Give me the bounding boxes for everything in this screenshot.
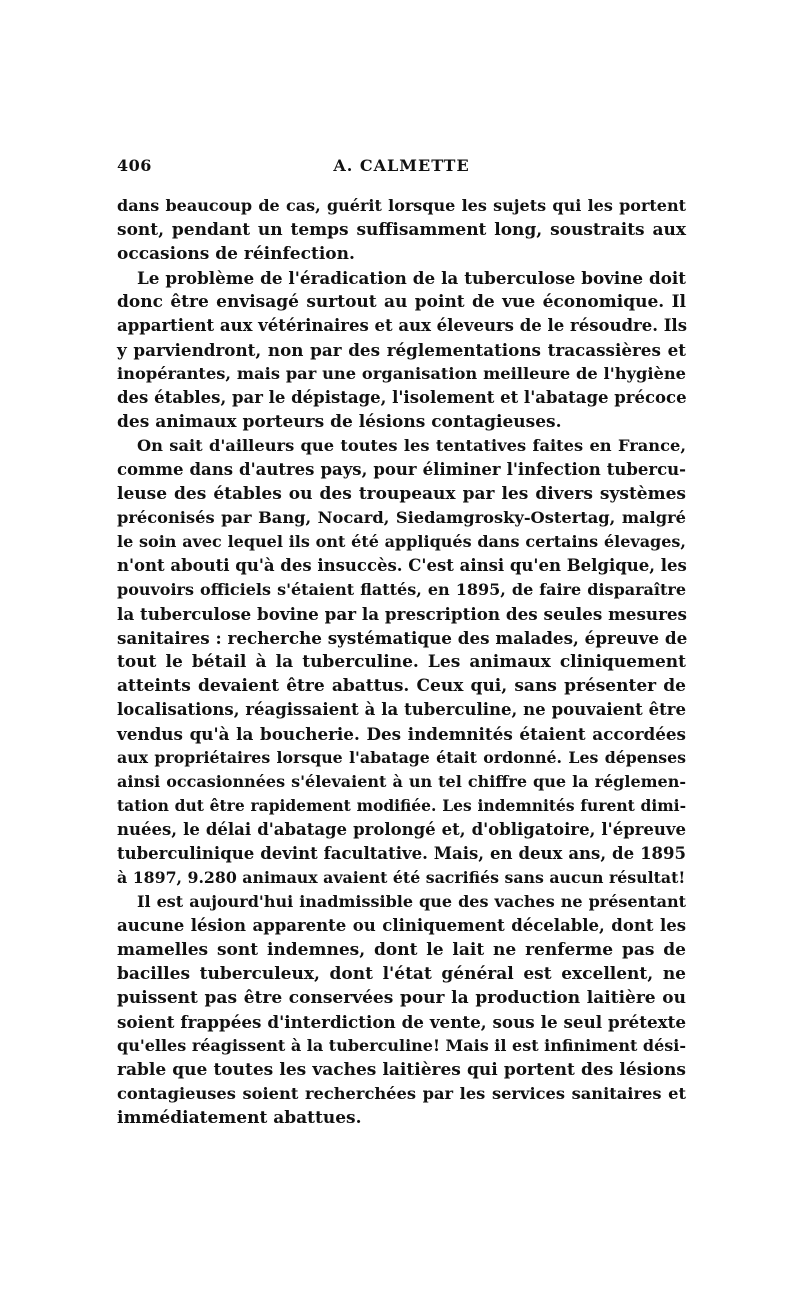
text-line: le soin avec lequel ils ont été appliqués dans certains élevages, (117, 532, 686, 551)
text-line: la tuberculose bovine par la prescription des seules mesures (117, 604, 687, 624)
text-line: immédiatement abattues. (117, 1108, 362, 1128)
text-line: y parviendront, non par des réglementations tracassières et (117, 340, 686, 360)
text-line: aux propriétaires lorsque l'abatage était ordonné. Les dépenses (117, 748, 686, 767)
paragraph-eradication (117, 266, 686, 434)
text-line: On sait d'ailleurs que toutes les tentatives faites en France, (137, 436, 686, 455)
text-line: qu'elles réagissent à la tuberculine! Mais il est infiniment dési- (117, 1036, 687, 1055)
text-line: comme dans d'autres pays, pour éliminer l'infection tubercu- (117, 460, 686, 479)
text-line: vendus qu'à la boucherie. Des indemnités étaient accordées (117, 724, 686, 744)
paragraph-continuation (117, 194, 686, 266)
text-line: inopérantes, mais par une organisation meilleure de l'hygiène (117, 364, 686, 383)
text-line: Il est aujourd'hui inadmissible que des vaches ne présentant (137, 892, 686, 911)
text-line: rable que toutes les vaches laitières qui portent des lésions (117, 1060, 686, 1080)
text-line: appartient aux vétérinaires et aux éleveurs de le résoudre. Ils (117, 316, 687, 335)
text-line: à 1897, 9.280 animaux avaient été sacrifiés sans aucun résultat! (117, 868, 686, 887)
running-head (117, 156, 686, 180)
text-line: soient frappées d'interdiction de vente, sous le seul prétexte (117, 1012, 686, 1032)
text-line: tation dut être rapidement modifiée. Les indemnités furent dimi- (117, 796, 686, 815)
text-line: contagieuses soient recherchées par les services sanitaires et (117, 1084, 686, 1103)
text-line: sanitaires : recherche systématique des malades, épreuve de (117, 628, 688, 648)
text-line: ainsi occasionnées s'élevaient à un tel chiffre que la réglemen- (117, 772, 686, 791)
text-line: donc être envisagé surtout au point de vue économique. Il (117, 292, 686, 312)
text-line: puissent pas être conservées pour la production laitière ou (117, 988, 686, 1008)
paragraph-belgium (117, 434, 686, 890)
text-line: aucune lésion apparente ou cliniquement décelable, dont les (117, 916, 686, 935)
text-line: dans beaucoup de cas, guérit lorsque les sujets qui les portent (117, 196, 686, 215)
page-number: 406 (117, 156, 152, 175)
text-line: des animaux porteurs de lésions contagieuses. (117, 412, 562, 432)
text-line: nuées, le délai d'abatage prolongé et, d'obligatoire, l'épreuve (117, 820, 686, 839)
running-title: A. CALMETTE (333, 156, 470, 175)
paragraph-dairy-cows (117, 890, 686, 1130)
text-line: pouvoirs officiels s'étaient flattés, en 1895, de faire disparaître (117, 580, 686, 599)
text-line: des étables, par le dépistage, l'isolement et l'abatage précoce (117, 388, 687, 407)
text-line: tuberculinique devint facultative. Mais, en deux ans, de 1895 (117, 844, 686, 863)
text-line: n'ont abouti qu'à des insuccès. C'est ainsi qu'en Belgique, les (117, 556, 687, 575)
text-line: leuse des étables ou des troupeaux par les divers systèmes (117, 484, 686, 504)
text-line: bacilles tuberculeux, dont l'état général est excellent, ne (117, 964, 686, 984)
text-line: sont, pendant un temps suffisamment long, soustraits aux (117, 220, 686, 240)
text-line: mamelles sont indemnes, dont le lait ne renferme pas de (117, 940, 686, 960)
text-line: atteints devaient être abattus. Ceux qui, sans présenter de (117, 676, 686, 696)
body-text (117, 194, 686, 1130)
text-line: tout le bétail à la tuberculine. Les animaux cliniquement (117, 652, 686, 672)
text-line: Le problème de l'éradication de la tuberculose bovine doit (137, 268, 686, 288)
text-line: préconisés par Bang, Nocard, Siedamgrosky-Ostertag, malgré (117, 508, 686, 527)
text-line: localisations, réagissaient à la tuberculine, ne pouvaient être (117, 700, 686, 719)
text-line: occasions de réinfection. (117, 244, 355, 264)
